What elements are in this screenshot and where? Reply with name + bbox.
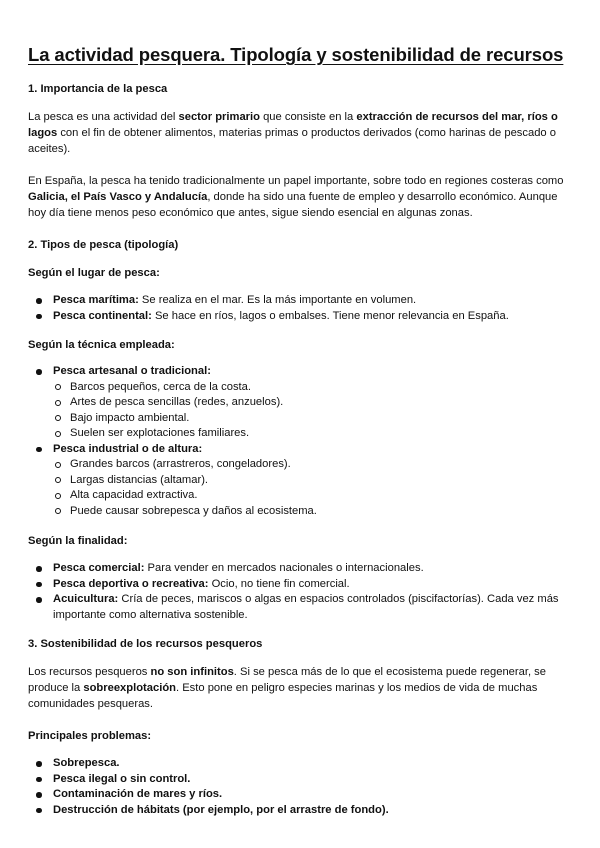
bold-text: sector primario xyxy=(178,111,260,123)
bold-text: no son infinitos xyxy=(150,666,234,678)
list-item xyxy=(28,803,576,819)
item-bold: Contaminación de mares y ríos. xyxy=(53,788,223,800)
tecnica-heading: Según la técnica empleada: xyxy=(28,339,175,351)
list-item xyxy=(28,442,576,458)
item-bold: Pesca artesanal o tradicional: xyxy=(53,365,211,377)
text: La pesca es una actividad del xyxy=(28,111,179,123)
finalidad-list xyxy=(28,561,576,623)
bold-text: sobreexplotación xyxy=(83,682,176,694)
sub-list-item: Alta capacidad extractiva. xyxy=(28,488,576,504)
item-text: Se realiza en el mar. Es la más importante en volumen. xyxy=(138,294,417,306)
item-text: Se hace en ríos, lagos o embalses. Tiene menor relevancia en España. xyxy=(151,309,509,322)
item-text: Ocio, no tiene fin comercial. xyxy=(208,577,350,590)
section-1-paragraph-2 xyxy=(28,173,576,221)
text: con el fin de obtener alimentos, materias primas o productos derivados (como harinas de pescado o aceites). xyxy=(28,127,556,155)
list-item xyxy=(28,592,576,623)
item-bold: Pesca comercial: xyxy=(53,562,145,574)
sub-list-item: Puede causar sobrepesca y daños al ecosistema. xyxy=(28,504,576,520)
list-item xyxy=(28,309,576,325)
list-item xyxy=(28,756,576,772)
problemas-heading: Principales problemas: xyxy=(28,730,152,742)
lugar-heading: Según el lugar de pesca: xyxy=(28,267,160,279)
text: En España, la pesca ha tenido tradicionalmente un papel importante, sobre todo en regiones costeras como xyxy=(28,175,564,187)
sub-list-item: Barcos pequeños, cerca de la costa. xyxy=(28,380,576,396)
document-title: La actividad pesquera. Tipología y sostenibilidad de recursos xyxy=(28,44,564,65)
item-bold: Destrucción de hábitats (por ejemplo, por el arrastre de fondo). xyxy=(53,803,389,816)
finalidad-heading: Según la finalidad: xyxy=(28,535,128,547)
item-bold: Sobrepesca. xyxy=(53,757,120,769)
sub-list-item: Suelen ser explotaciones familiares. xyxy=(28,426,576,442)
sub-list-item: Largas distancias (altamar). xyxy=(28,473,576,489)
list-item xyxy=(28,772,576,788)
lugar-list xyxy=(28,293,576,324)
problemas-list xyxy=(28,756,576,818)
item-bold: Pesca industrial o de altura: xyxy=(53,442,203,455)
tecnica-list xyxy=(28,364,576,519)
list-item xyxy=(28,561,576,577)
bold-text: Galicia, el País Vasco y Andalucía xyxy=(28,191,208,203)
item-bold: Pesca deportiva o recreativa: xyxy=(53,577,209,590)
sub-list-item: Grandes barcos (arrastreros, congeladores). xyxy=(28,457,576,473)
section-3-heading: 3. Sostenibilidad de los recursos pesqueros xyxy=(28,638,263,650)
item-text: Para vender en mercados nacionales o internacionales. xyxy=(144,562,424,574)
bold-text: extracción de recursos del mar, ríos o lagos xyxy=(28,111,558,139)
section-2-heading: 2. Tipos de pesca (tipología) xyxy=(28,239,179,251)
list-item xyxy=(28,364,576,380)
list-item xyxy=(28,787,576,803)
item-bold: Acuicultura: xyxy=(53,593,119,605)
section-1-heading: 1. Importancia de la pesca xyxy=(28,83,168,95)
sub-list-item: Bajo impacto ambiental. xyxy=(28,411,576,427)
item-bold: Pesca marítima: xyxy=(53,294,139,306)
item-bold: Pesca continental: xyxy=(53,309,152,322)
text: Los recursos pesqueros xyxy=(28,666,151,678)
item-text: Cría de peces, mariscos o algas en espacios controlados (piscifactorías). Cada vez más importante como alternativa sostenible. xyxy=(53,593,559,621)
list-item xyxy=(28,577,576,593)
text: . Si se pesca más de lo que el ecosistema puede regenerar, se produce la xyxy=(28,666,546,694)
section-1-paragraph-1 xyxy=(28,109,576,157)
text: que consiste en la xyxy=(259,111,357,123)
text: . Esto pone en peligro especies marinas y los medios de vida de muchas comunidades pesqueras. xyxy=(28,682,538,710)
section-3-paragraph xyxy=(28,664,576,712)
list-item xyxy=(28,293,576,309)
sub-list-item: Artes de pesca sencillas (redes, anzuelos). xyxy=(28,395,576,411)
item-bold: Pesca ilegal o sin control. xyxy=(53,772,191,785)
text: , donde ha sido una fuente de empleo y desarrollo económico. Aunque hoy día tiene menos peso económico que antes, sigue siendo esencial en algunas zonas. xyxy=(28,191,558,219)
